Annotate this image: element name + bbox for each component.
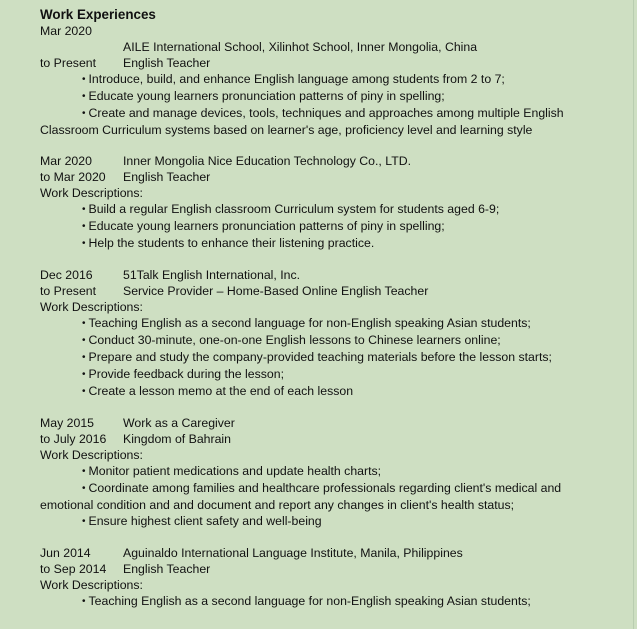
organization: 51Talk English International, Inc. bbox=[123, 268, 301, 282]
date-org-row bbox=[40, 415, 630, 431]
duty-item: • Coordinate among families and healthcare professionals regarding client's medical and emotional condition and and document and report any changes in client's health status; bbox=[82, 480, 602, 513]
position: English Teacher bbox=[123, 562, 211, 576]
work-descriptions-label: Work Descriptions: bbox=[40, 578, 143, 592]
date-org-row bbox=[40, 267, 630, 283]
date-from: May 2015 bbox=[40, 416, 95, 430]
bullet-icon: • bbox=[82, 204, 86, 215]
bullet-icon: • bbox=[82, 91, 86, 102]
date-position-row bbox=[40, 561, 630, 577]
duty-item: • Conduct 30-minute, one-on-one English lessons to Chinese learners online; bbox=[82, 333, 501, 347]
bullet-icon: • bbox=[82, 386, 86, 397]
date-from: Jun 2014 bbox=[40, 546, 91, 560]
work-descriptions-label: Work Descriptions: bbox=[40, 300, 143, 314]
duty-item: • Monitor patient medications and update health charts; bbox=[82, 464, 382, 478]
organization: Aguinaldo International Language Institute, Manila, Philippines bbox=[123, 546, 463, 560]
duties-list bbox=[40, 315, 630, 400]
date-from: Mar 2020 bbox=[40, 24, 92, 38]
work-descriptions-label: Work Descriptions: bbox=[40, 448, 143, 462]
duty-item-continuation: emotional condition and and document and report any changes in client's health status; bbox=[40, 498, 515, 512]
experience-entry bbox=[40, 415, 630, 530]
bullet-icon: • bbox=[82, 221, 86, 232]
date-position-row bbox=[40, 169, 630, 185]
duty-item: • Create and manage devices, tools, techniques and approaches among multiple English Classroom Curriculum systems based on learner's age, proficiency level and learning style bbox=[82, 105, 602, 138]
duty-item: • Create a lesson memo at the end of each lesson bbox=[82, 384, 354, 398]
duties-list bbox=[40, 71, 630, 138]
bullet-icon: • bbox=[82, 596, 86, 607]
section-title: Work Experiences bbox=[40, 7, 156, 22]
date-position-row bbox=[40, 431, 630, 447]
bullet-icon: • bbox=[82, 108, 86, 119]
experience-entry bbox=[40, 153, 630, 252]
position: Service Provider – Home-Based Online English Teacher bbox=[123, 284, 429, 298]
bullet-icon: • bbox=[82, 369, 86, 380]
date-to: to Present bbox=[40, 284, 97, 298]
organization: AILE International School, Xilinhot School, Inner Mongolia, China bbox=[123, 40, 478, 54]
experience-entry bbox=[40, 545, 630, 610]
duty-item: • Educate young learners pronunciation patterns of piny in spelling; bbox=[82, 219, 445, 233]
date-to: to Mar 2020 bbox=[40, 170, 106, 184]
duties-list bbox=[40, 201, 630, 252]
duty-item-continuation: Classroom Curriculum systems based on learner's age, proficiency level and learning style bbox=[40, 123, 533, 137]
bullet-icon: • bbox=[82, 483, 86, 494]
duties-list bbox=[40, 463, 630, 530]
bullet-icon: • bbox=[82, 352, 86, 363]
duty-item: • Introduce, build, and enhance English language among students from 2 to 7; bbox=[82, 72, 505, 86]
experience-entry bbox=[40, 23, 630, 138]
duty-item: • Teaching English as a second language for non-English speaking Asian students; bbox=[82, 316, 531, 330]
duty-item: • Teaching English as a second language for non-English speaking Asian students; bbox=[82, 594, 531, 608]
organization: Work as a Caregiver bbox=[123, 416, 235, 430]
duty-item: • Educate young learners pronunciation patterns of piny in spelling; bbox=[82, 89, 445, 103]
date-from: Mar 2020 bbox=[40, 154, 92, 168]
experience-entry bbox=[40, 267, 630, 400]
date-to: to July 2016 bbox=[40, 432, 107, 446]
date-org-row bbox=[40, 153, 630, 169]
date-position-row bbox=[40, 55, 630, 71]
date-to: to Sep 2014 bbox=[40, 562, 107, 576]
bullet-icon: • bbox=[82, 466, 86, 477]
position: English Teacher bbox=[123, 56, 211, 70]
duty-item: • Prepare and study the company-provided teaching materials before the lesson starts; bbox=[82, 350, 552, 364]
bullet-icon: • bbox=[82, 516, 86, 527]
bullet-icon: • bbox=[82, 238, 86, 249]
duty-item: • Help the students to enhance their listening practice. bbox=[82, 236, 375, 250]
position: Kingdom of Bahrain bbox=[123, 432, 232, 446]
date-from: Dec 2016 bbox=[40, 268, 93, 282]
date-position-row bbox=[40, 283, 630, 299]
duty-item: • Provide feedback during the lesson; bbox=[82, 367, 285, 381]
position: English Teacher bbox=[123, 170, 211, 184]
duty-item: • Build a regular English classroom Curriculum system for students aged 6-9; bbox=[82, 202, 500, 216]
duty-item: • Ensure highest client safety and well-being bbox=[82, 514, 322, 528]
work-descriptions-label: Work Descriptions: bbox=[40, 186, 143, 200]
bullet-icon: • bbox=[82, 318, 86, 329]
bullet-icon: • bbox=[82, 74, 86, 85]
date-org-row bbox=[40, 545, 630, 561]
work-experiences-section bbox=[40, 6, 630, 625]
organization: Inner Mongolia Nice Education Technology Co., LTD. bbox=[123, 154, 411, 168]
duties-list bbox=[40, 593, 630, 610]
bullet-icon: • bbox=[82, 335, 86, 346]
page-edge-divider bbox=[633, 0, 634, 629]
date-to: to Present bbox=[40, 56, 97, 70]
